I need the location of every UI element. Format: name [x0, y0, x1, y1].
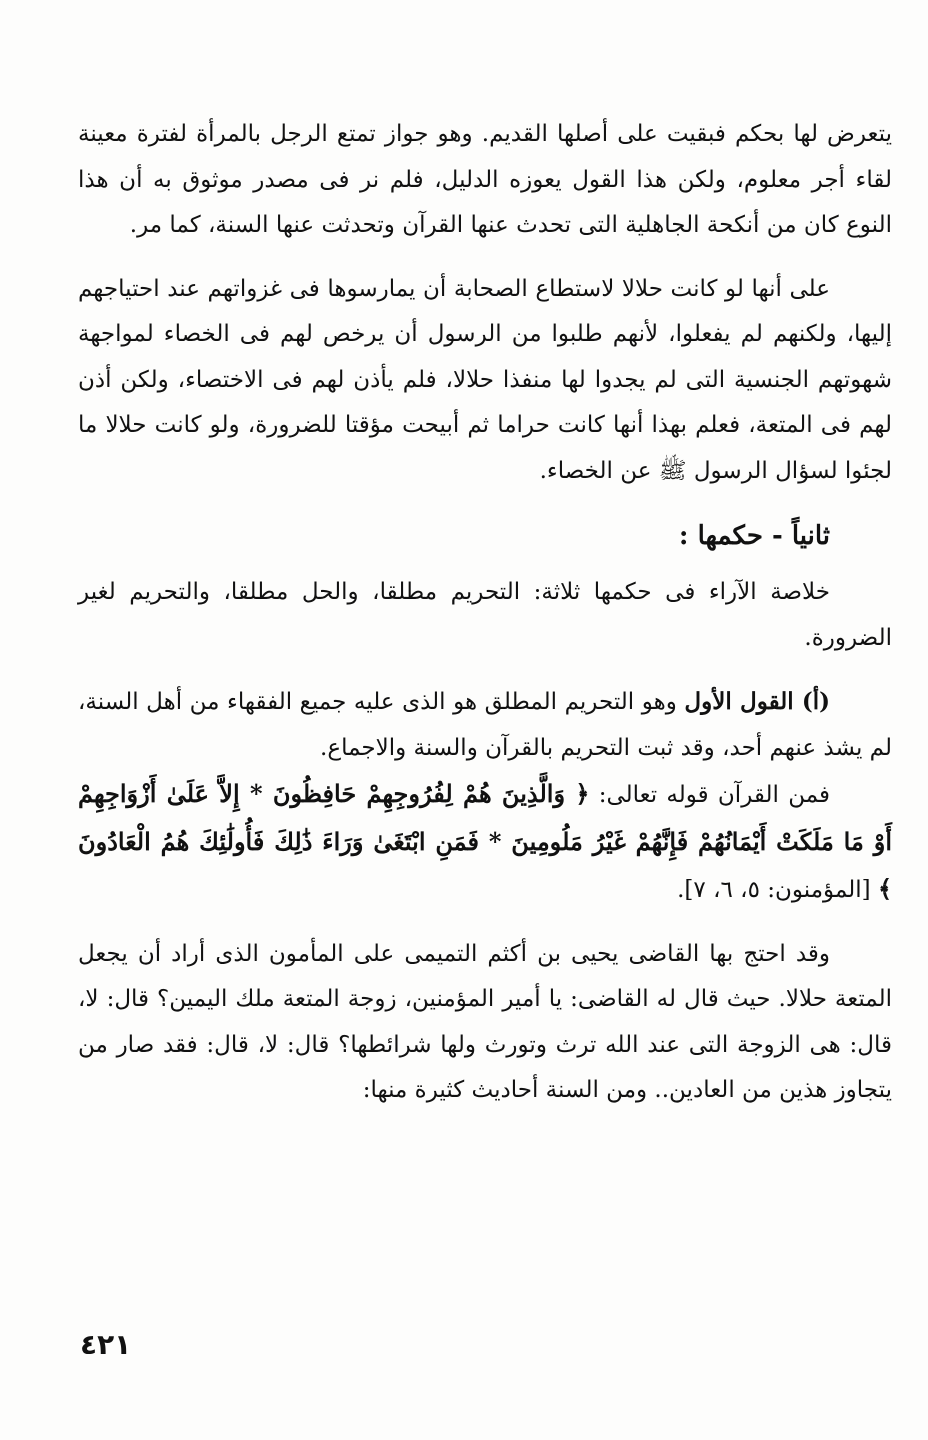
- paragraph-first-opinion: [78, 679, 892, 771]
- first-opinion-label: (أ) القول الأول: [684, 688, 831, 715]
- paragraph-judge: وقد احتج بها القاضى يحيى بن أكثم التميمى على المأمون الذى أراد أن يجعل المتعة حلالا. حيث قال له القاضى: يا أمير المؤمنين، زوجة المتعة ملك اليمين؟ قال: لا، قال: هى الزوجة التى عند الله ترث وتورث ولها شرائطها؟ قال: لا، قال: فقد صار من يتجاوز هذين من العادين.. ومن السنة أحاديث كثيرة منها:: [78, 940, 892, 1103]
- paragraph-quran: [78, 771, 892, 914]
- paragraph-summary: خلاصة الآراء فى حكمها ثلاثة: التحريم مطلقا، والحل مطلقا، والتحريم لغير الضرورة.: [78, 579, 892, 651]
- page-number: ٤٢١: [80, 1328, 132, 1361]
- quran-intro: فمن القرآن قوله تعالى:: [598, 782, 831, 808]
- section-heading: ثانياً - حكمها :: [678, 521, 830, 551]
- quran-verse: ﴿ وَالَّذِينَ هُمْ لِفُرُوجِهِمْ حَافِظُونَ * إِلاَّ عَلَىٰ أَزْوَاجِهِمْ أَوْ مَا مَلَكَتْ أَيْمَانُهُمْ فَإِنَّهُمْ غَيْرُ مَلُومِينَ * فَمَنِ ابْتَغَىٰ وَرَاءَ ذَٰلِكَ فَأُولَٰئِكَ هُمُ الْعَادُونَ ﴾: [78, 779, 892, 903]
- body-text: [78, 112, 892, 1132]
- quran-citation: [المؤمنون: ٥، ٦، ٧].: [677, 877, 871, 903]
- paragraph-companions: على أنها لو كانت حلالا لاستطاع الصحابة أن يمارسوها فى غزواتهم عند احتياجهم إليها، ولكنهم لم يفعلوا، لأنهم طلبوا من الرسول أن يرخص لهم فى الخصاء لمواجهة شهوتهم الجنسية التى لم يجدوا لها منفذا حلالا، فلم يأذن لهم فى الاختصاء، ولكن أذن لهم فى المتعة، فعلم بهذا أنها كانت حراما ثم أبيحت مؤقتا للضرورة، ولو كانت حلالا ما لجئوا لسؤال الرسول ﷺ عن الخصاء.: [78, 275, 892, 484]
- first-opinion-text: وهو التحريم المطلق هو الذى عليه جميع الفقهاء من أهل السنة، لم يشذ عنهم أحد، وقد ثبت التحريم بالقرآن والسنة والاجماع.: [78, 689, 892, 761]
- paragraph-continuation: يتعرض لها بحكم فبقيت على أصلها القديم. وهو جواز تمتع الرجل بالمرأة لفترة معينة لقاء أجر معلوم، ولكن هذا القول يعوزه الدليل، فلم نر فى مصدر موثوق به أن هذا النوع كان من أنكحة الجاهلية التى تحدث عنها القرآن وتحدثت عنها السنة، كما مر.: [78, 121, 892, 238]
